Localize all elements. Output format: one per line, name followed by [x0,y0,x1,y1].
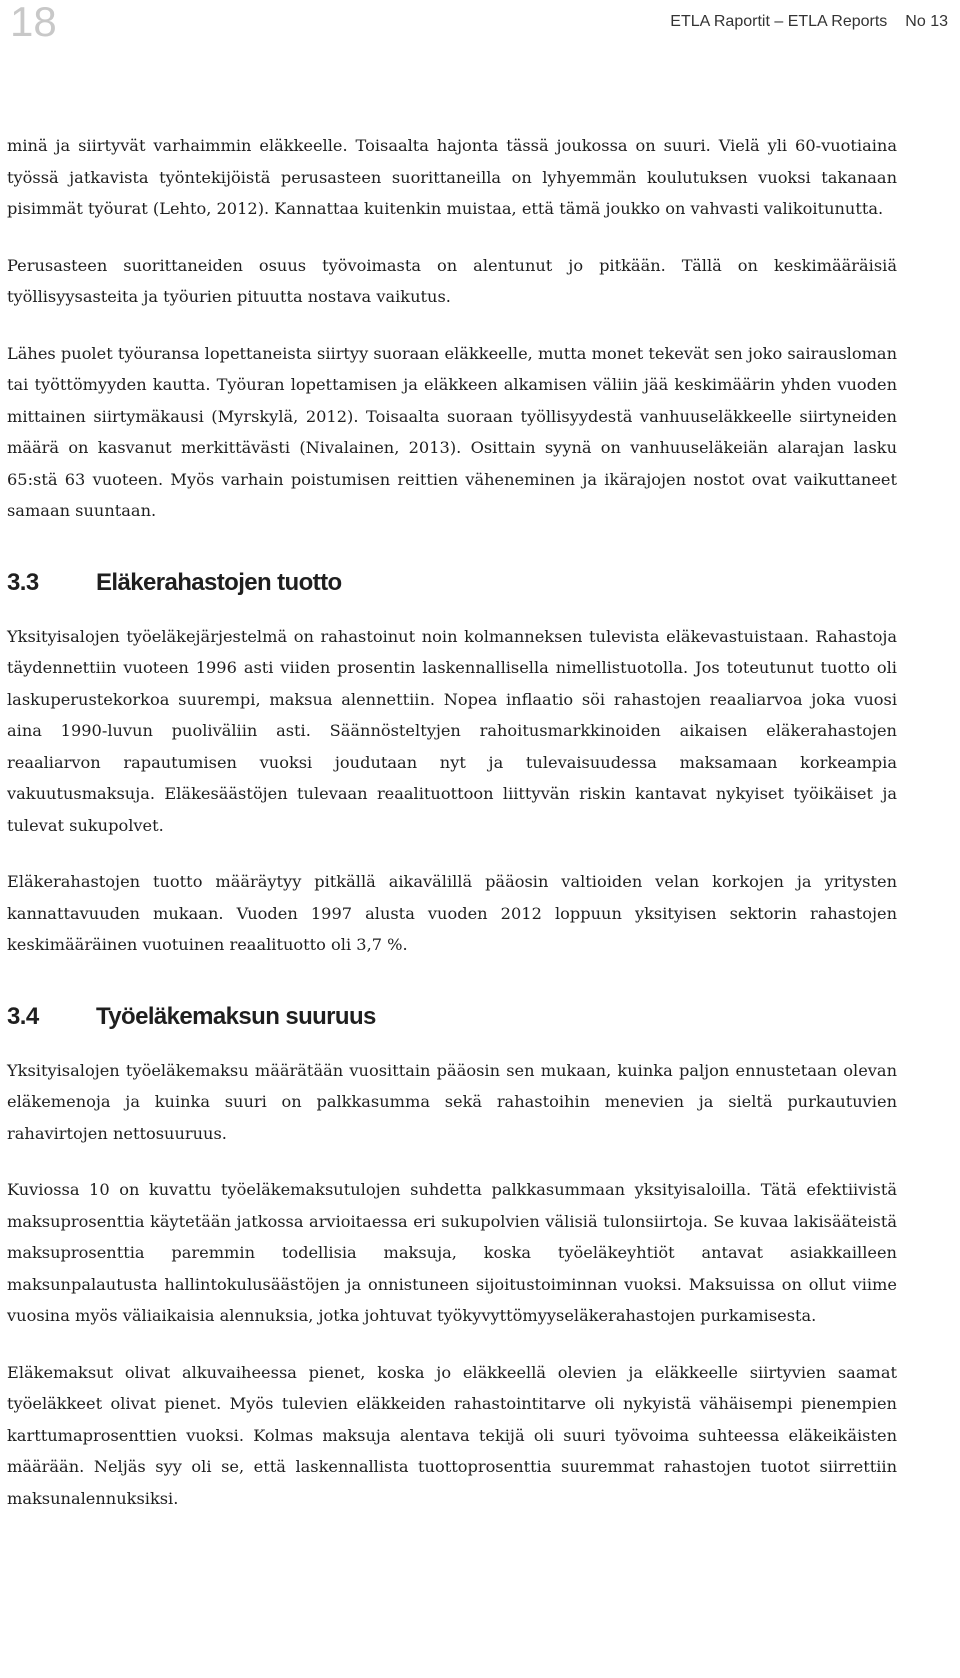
paragraph: minä ja siirtyvät varhaimmin eläkkeelle. Toisaalta hajonta tässä joukossa on suuri. Vielä yli 60-vuotiaina työssä jatkavista työntekijöistä perusasteen suorittaneilla on lyhyemmän koulutuksen vuoksi takanaan pisimmät työurat (Lehto, 2012). Kannattaa kuitenkin muistaa, että tämä joukko on vahvasti valikoitunutta. [7,136,897,218]
page-number: 18 [10,0,57,45]
paragraph: Eläkemaksut olivat alkuvaiheessa pienet, koska jo eläkkeellä olevien ja eläkkeelle siirtyvien saamat työeläkkeet olivat pienet. Myös tulevien eläkkeiden rahastointitarve oli nykyistä vähäisempi pienempien karttumaprosenttien vuoksi. Kolmas maksuja alentava tekijä oli suuri työvoima suhteessa eläkeikäisten määrään. Neljäs syy oli se, että laskennallista tuottoprosenttia suuremmat rahastojen tuotot siirrettiin maksunalennuksiksi. [7,1362,897,1508]
section-3-4 [7,1003,897,1515]
body-text [7,130,897,1514]
paragraph: Kuviossa 10 on kuvattu työeläkemaksutulojen suhdetta palkkasummaan yksityisaloilla. Tätä efektiivistä maksuprosenttia käytetään jatkossa arvioitaessa eri sukupolvien välisiä tulonsiirtoja. Se kuvaa lakisääteistä maksuprosenttia paremmin todellisia maksuja, koska työeläkeyhtiöt antavat asiakkailleen maksunpalautusta hallintokulusäästöjen ja onnistuneen sijoitustoiminnan vuoksi. Maksuissa on ollut viime vuosina myös väliaikaisia alennuksia, jotka johtuvat työkyvyttömyyseläkerahastojen purkamisesta. [7,1180,897,1325]
section-number: 3.4 [7,1002,39,1030]
section-heading [7,1003,897,1031]
paragraph: Lähes puolet työuransa lopettaneista siirtyy suoraan eläkkeelle, mutta monet tekevät sen joko sairausloman tai työttömyyden kautta. Työuran lopettamisen ja eläkkeen alkamisen väliin jää keskimäärin yhden vuoden mittainen siirtymäkausi (Myrskylä, 2012). Toisaalta suoraan työllisyydestä vanhuuseläkkeelle siirtyneiden määrä on kasvanut merkittävästi (Nivalainen, 2013). Osittain syynä on vanhuuseläkeiän alarajan lasku 65:stä 63 vuoteen. Myös varhain poistumisen reittien väheneminen ja ikärajojen nostot ovat vaikuttaneet samaan suuntaan. [7,343,897,520]
paragraph: Eläkerahastojen tuotto määräytyy pitkällä aikavälillä pääosin valtioiden velan korkojen ja yritysten kannattavuuden mukaan. Vuoden 1997 alusta vuoden 2012 loppuun yksityisen sektorin rahastojen keskimääräinen vuotuinen reaalituotto oli 3,7 %. [7,872,897,954]
running-head [670,13,948,31]
section-title: Työeläkemaksun suuruus [96,1002,376,1030]
paragraph: Yksityisalojen työeläkejärjestelmä on rahastoinut noin kolmanneksen tulevista eläkevastuistaan. Rahastoja täydennettiin vuoteen 1996 asti viiden prosentin laskennallisella nimellistuotolla. Jos toteutunut tuotto oli laskuperustekorkoa suurempi, maksua alennettiin. Nopea inflaatio söi rahastojen reaaliarvoa joka vuosi aina 1990-luvun puoliväliin asti. Säännösteltyjen rahoitusmarkkinoiden aikaisen eläkerahastojen reaaliarvon rapautumisen vuoksi joudutaan nyt ja tulevaisuudessa maksamaan korkeampia vakuutusmaksuja. Eläkesäästöjen tulevaan reaalituottoon liittyvän riskin kantavat nykyiset työikäiset ja tulevat sukupolvet. [7,626,897,835]
publication-title: ETLA Raportit – ETLA Reports [670,13,888,30]
section-heading [7,569,897,597]
section-number: 3.3 [7,568,39,596]
paragraph: Perusasteen suorittaneiden osuus työvoimasta on alentunut jo pitkään. Tällä on keskimääräisiä työllisyysasteita ja työurien pituutta nostava vaikutus. [7,255,897,306]
paragraph: Yksityisalojen työeläkemaksu määrätään vuosittain pääosin sen mukaan, kuinka paljon ennustetaan olevan eläkemenoja ja kuinka suuri on palkkasumma sekä rahastoihin menevien ja sieltä purkautuvien rahavirtojen nettosuuruus. [7,1060,897,1143]
issue-number: No 13 [905,13,948,30]
section-3-3 [7,569,897,961]
section-title: Eläkerahastojen tuotto [96,568,342,596]
